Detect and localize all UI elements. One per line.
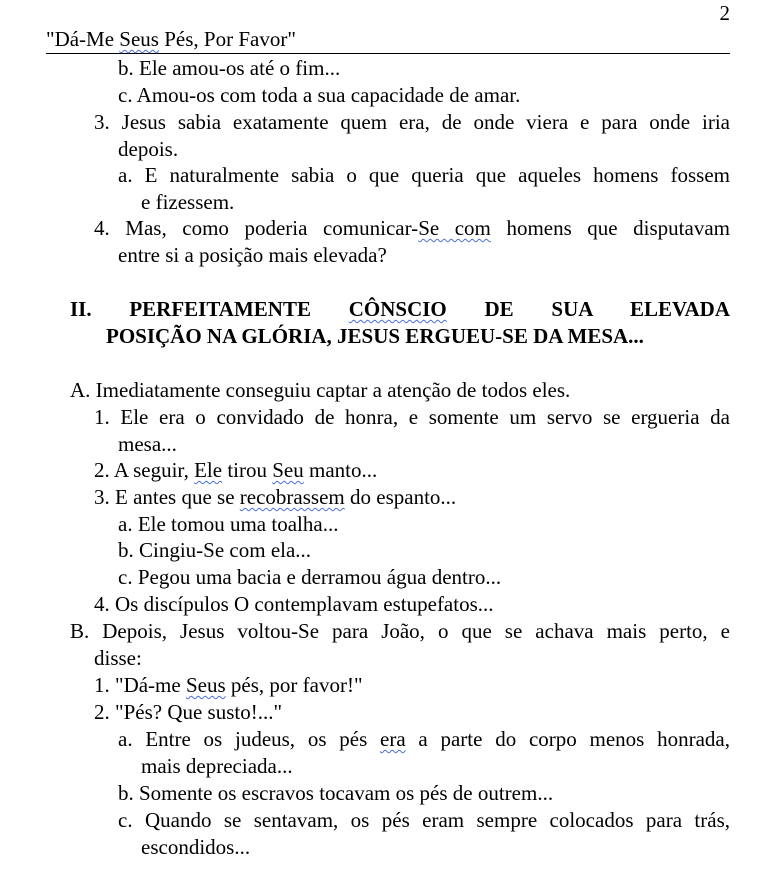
text-span: a. Entre os judeus, os pés: [118, 727, 380, 751]
text-line: 4. Os discípulos O contemplavam estupefatos...: [94, 592, 494, 616]
text-line: B. Depois, Jesus voltou-Se para João, o que se achava mais perto, e: [70, 619, 730, 643]
text-line: b. Ele amou-os até o fim...: [118, 56, 341, 80]
text-line: depois.: [118, 137, 179, 161]
page-number: 2: [719, 1, 730, 25]
spellcheck-word[interactable]: Ele: [194, 458, 223, 482]
text-line: a. Ele tomou uma toalha...: [118, 512, 339, 536]
text-line: b. Cingiu-Se com ela...: [118, 538, 312, 562]
text-line: mesa...: [118, 432, 177, 456]
text-line: disse:: [94, 646, 142, 670]
text-line: c. Quando se sentavam, os pés eram sempre colocados para trás,: [118, 808, 730, 832]
text-line: escondidos...: [141, 835, 251, 859]
spellcheck-word[interactable]: era: [380, 727, 406, 751]
text-line: b. Somente os escravos tocavam os pés de outrem...: [118, 781, 554, 805]
text-line: [94, 672, 730, 698]
text-line: [118, 726, 730, 752]
text-line: A. Imediatamente conseguiu captar a atenção de todos eles.: [70, 378, 571, 402]
text-line: [94, 215, 730, 241]
text-line: [94, 484, 730, 510]
text-line: c. Pegou uma bacia e derramou água dentro...: [118, 565, 502, 589]
text-span: homens que disputavam: [490, 216, 730, 240]
spellcheck-word[interactable]: Seus: [185, 673, 226, 697]
text-line: 3. Jesus sabia exatamente quem era, de onde viera e para onde iria: [94, 110, 730, 134]
text-span: manto...: [303, 458, 378, 482]
text-span: 4. Mas, como poderia comunicar-: [94, 216, 419, 240]
header-text-post: Pés, Por Favor": [158, 27, 296, 51]
header-text-pre: "Dá-Me: [46, 27, 120, 51]
text-line: e fizessem.: [141, 190, 235, 214]
text-span: tirou: [222, 458, 273, 482]
text-line: c. Amou-os com toda a sua capacidade de amar.: [118, 83, 521, 107]
text-line: entre si a posição mais elevada?: [118, 243, 387, 267]
heading-span: DE SUA ELEVADA: [446, 297, 730, 321]
text-span: a parte do corpo menos honrada,: [405, 727, 730, 751]
spellcheck-word[interactable]: Se com: [418, 216, 491, 240]
text-line: a. E naturalmente sabia o que queria que aqueles homens fossem: [118, 163, 730, 187]
text-span: pés, por favor!": [225, 673, 363, 697]
text-line: mais depreciada...: [141, 754, 293, 778]
text-line: 2. "Pés? Que susto!...": [94, 700, 283, 724]
header-spellcheck-word[interactable]: Seus: [119, 27, 159, 51]
spellcheck-word[interactable]: CÔNSCIO: [348, 297, 447, 321]
heading-span: II. PERFEITAMENTE: [70, 297, 349, 321]
text-line: [94, 457, 730, 483]
spellcheck-word[interactable]: recobrassem: [239, 485, 345, 509]
section-heading-cont: POSIÇÃO NA GLÓRIA, JESUS ERGUEU-SE DA MESA...: [106, 324, 644, 348]
spellcheck-word[interactable]: Seu: [272, 458, 304, 482]
text-span: 3. E antes que se: [94, 485, 240, 509]
text-line: 1. Ele era o convidado de honra, e somente um servo se ergueria da: [94, 405, 730, 429]
section-heading: [70, 296, 730, 322]
running-header: [46, 26, 730, 54]
text-span: 1. "Dá-me: [94, 673, 186, 697]
text-span: 2. A seguir,: [94, 458, 195, 482]
text-span: do espanto...: [344, 485, 457, 509]
